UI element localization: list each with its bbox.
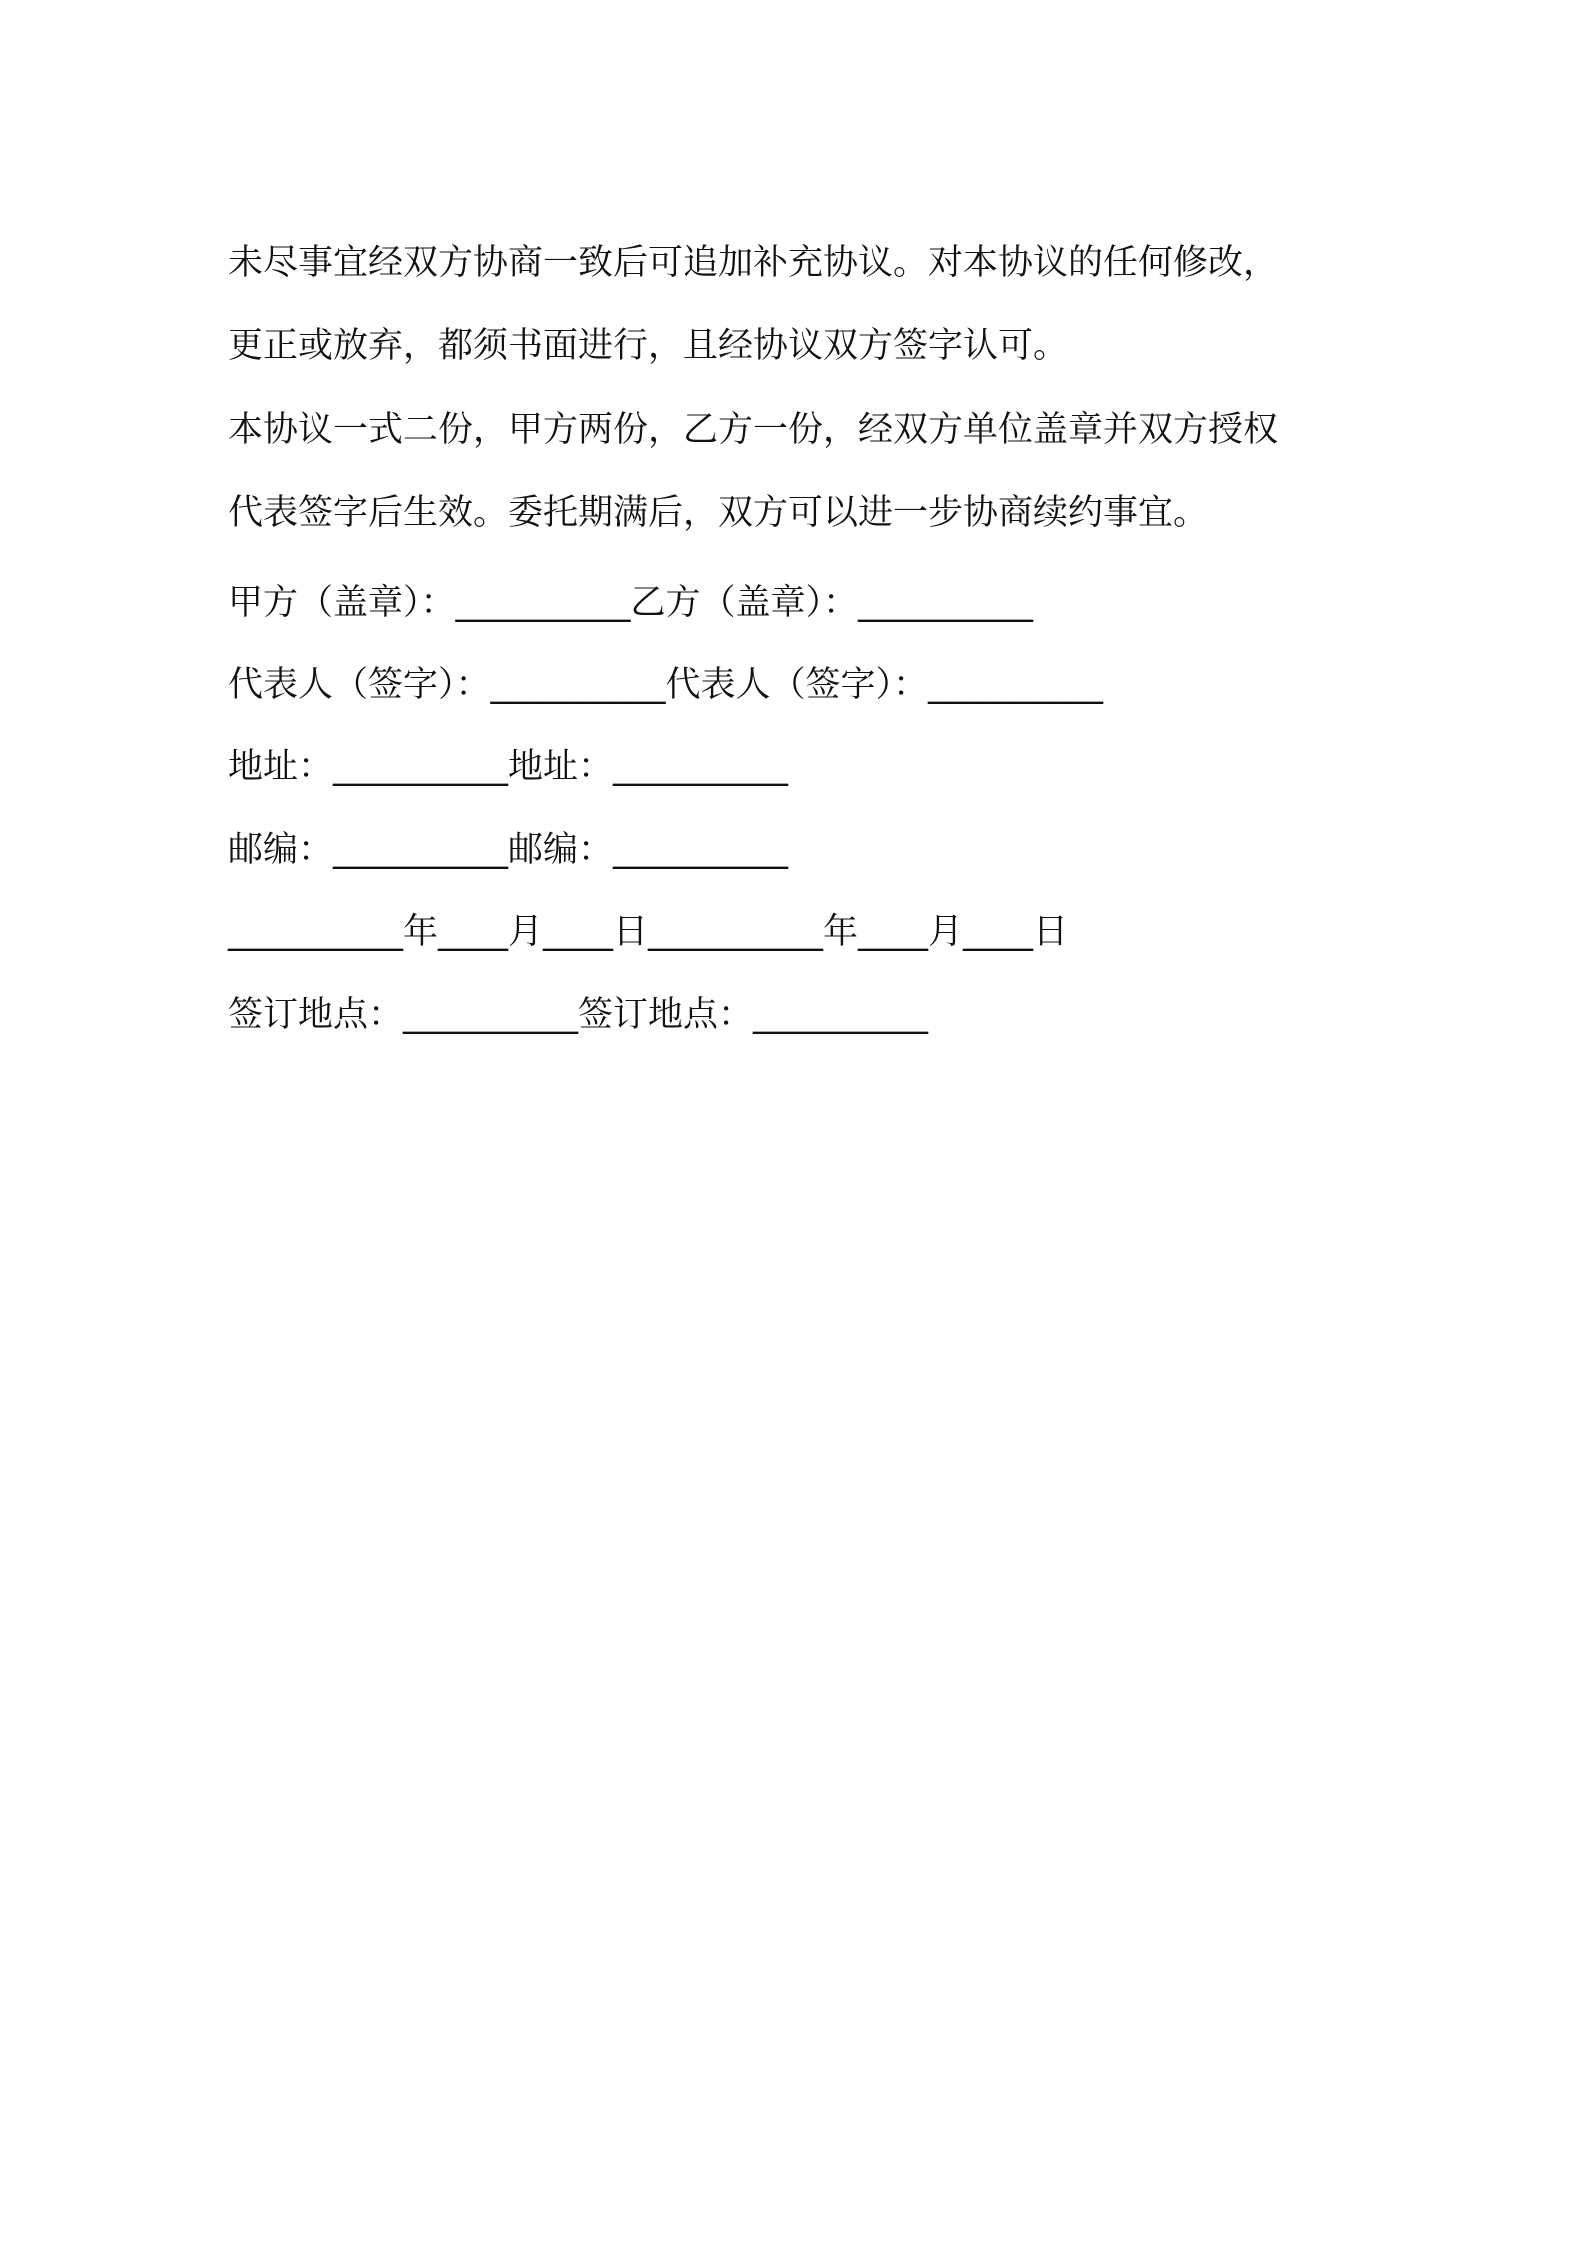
copies-clause-line-2: 代表签字后生效。委托期满后，双方可以进一步协商续约事宜。 (228, 493, 1209, 533)
supplement-clause-line-2: 更正或放弃，都须书面进行，且经协议双方签字认可。 (228, 326, 1069, 366)
signing-place-line: 签订地点：__________签订地点：__________ (228, 995, 929, 1035)
postcode-line: 邮编：__________邮编：__________ (228, 830, 789, 870)
address-line: 地址：__________地址：__________ (228, 747, 789, 787)
copies-clause-line-1: 本协议一式二份，甲方两份，乙方一份，经双方单位盖章并双方授权 (228, 410, 1279, 450)
date-line: __________年____月____日__________年____月____日 (228, 912, 1069, 952)
representative-signature-line: 代表人（签字）：__________代表人（签字）：__________ (228, 665, 1104, 705)
supplement-clause-line-1: 未尽事宜经双方协商一致后可追加补充协议。对本协议的任何修改， (228, 243, 1279, 283)
seal-line: 甲方（盖章）：__________乙方（盖章）：__________ (228, 583, 1034, 623)
